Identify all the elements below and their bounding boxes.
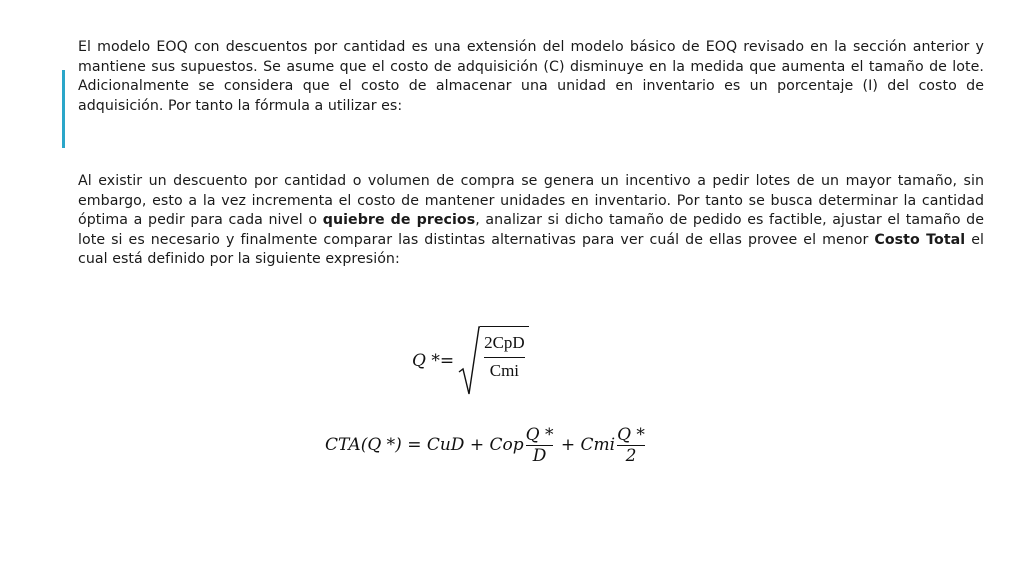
- formula-cta: [325, 418, 647, 472]
- paragraph-intro: El modelo EOQ con descuentos por cantidad es una extensión del modelo básico de EOQ revisado en la sección anterior y mantiene sus supuestos. Se asume que el costo de adquisición (C) disminuye en la medida que aumenta el tamaño de lote. Adicionalmente se considera que el costo de almacenar una unidad en inventario es un porcentaje (I) del costo de adquisición. Por tanto la fórmula a utilizar es:: [78, 39, 984, 114]
- fraction-1-numerator: Q *: [525, 424, 554, 445]
- formula-cta-fraction-2: [617, 425, 645, 466]
- fraction-line: [484, 357, 525, 358]
- paragraph-discount-part1: Al existir un descuento por cantidad o volumen de compra se genera un incentivo a pedir lotes de un mayor tamaño, sin embargo, esto a la vez incrementa el costo de mantener unidades en inventario. Por tanto se busca determinar la cantidad óptima a pedir para cada nivel o: [78, 173, 984, 229]
- bold-quiebre-de-precios: quiebre de precios: [322, 212, 476, 229]
- formula-eoq-denominator: Cmi: [489, 361, 520, 380]
- bold-costo-total: Costo Total: [874, 231, 966, 248]
- formula-eoq: [412, 326, 529, 396]
- formula-eoq-lhs: Q *=: [412, 351, 455, 371]
- accent-bar: [62, 70, 65, 148]
- formula-cta-mid: + Cmi: [555, 435, 616, 455]
- formula-cta-fraction-1: [526, 425, 554, 466]
- fraction-2-numerator: Q *: [617, 424, 645, 445]
- radicand: [480, 326, 529, 396]
- sqrt-sign-icon: [458, 326, 480, 396]
- paragraph-discount-part2: , analizar si dicho tamaño de pedido es factible, ajustar el tamaño de lote si es necesario y finalmente comparar las distintas alternativas para ver cuál de ellas provee el menor: [78, 212, 985, 248]
- formula-eoq-numerator: 2CpD: [484, 333, 525, 352]
- fraction-2-denominator: 2: [625, 445, 637, 466]
- paragraph-discount: [78, 172, 984, 270]
- fraction-1-denominator: D: [532, 445, 547, 466]
- sqrt-expression: [458, 326, 529, 396]
- paragraph-discount-part3: el cual está definido por la siguiente expresión:: [78, 231, 984, 268]
- formula-cta-lhs: CTA(Q *) = CuD + Cop: [325, 435, 524, 455]
